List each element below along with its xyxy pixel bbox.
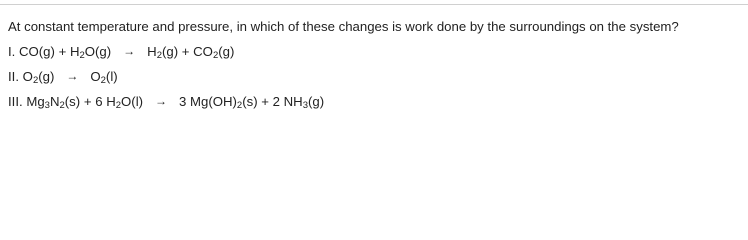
subscript: 2 — [212, 50, 219, 61]
chemical-species: 3 $Mg(OH)_2(s)$ — [179, 94, 258, 111]
subscript: 3 — [302, 100, 308, 111]
plus-sign: + — [58, 44, 67, 59]
subscript: 2 — [156, 50, 162, 61]
option-numeral: III. — [8, 94, 23, 109]
question-text: At constant temperature and pressure, in which of these changes is work done by the surroundings on the system? — [8, 19, 679, 34]
option-equation — [8, 67, 744, 86]
subscript: 2 — [100, 75, 106, 86]
option-numeral: I. — [8, 44, 16, 59]
subscript: 3 — [44, 100, 50, 111]
top-divider — [0, 4, 748, 5]
options-list — [8, 42, 744, 111]
option-equation — [8, 92, 744, 111]
subscript: 2 — [236, 100, 243, 111]
chemical-species: $Mg_3N_2(s)$ — [26, 94, 81, 111]
chemical-species: $H_2O(g)$ — [69, 44, 112, 61]
option-equation — [8, 42, 744, 61]
chemical-species: $CO_2(g)$ — [193, 44, 235, 61]
chemical-species: $O_2(l)$ — [90, 69, 118, 86]
chemical-species: CO(g) — [19, 44, 55, 59]
chemical-species: $O_2(g)$ — [22, 69, 55, 86]
plus-sign: + — [83, 94, 92, 109]
reaction-arrow-icon: → — [155, 94, 168, 108]
subscript: 2 — [32, 75, 39, 86]
plus-sign: + — [261, 94, 269, 109]
reaction-arrow-icon: → — [123, 44, 136, 58]
subscript: 2 — [79, 50, 85, 61]
reaction-arrow-icon: → — [66, 69, 79, 83]
option-numeral: II. — [8, 69, 19, 84]
question-block — [8, 18, 744, 111]
plus-sign: + — [181, 44, 190, 59]
subscript: 2 — [59, 100, 65, 111]
subscript: 2 — [115, 100, 122, 111]
chemical-species: 6 $H_2O(l)$ — [95, 94, 144, 111]
chemical-species: $H_2(g)$ — [147, 44, 179, 61]
chemical-species: 2 $NH_3(g)$ — [272, 94, 325, 111]
